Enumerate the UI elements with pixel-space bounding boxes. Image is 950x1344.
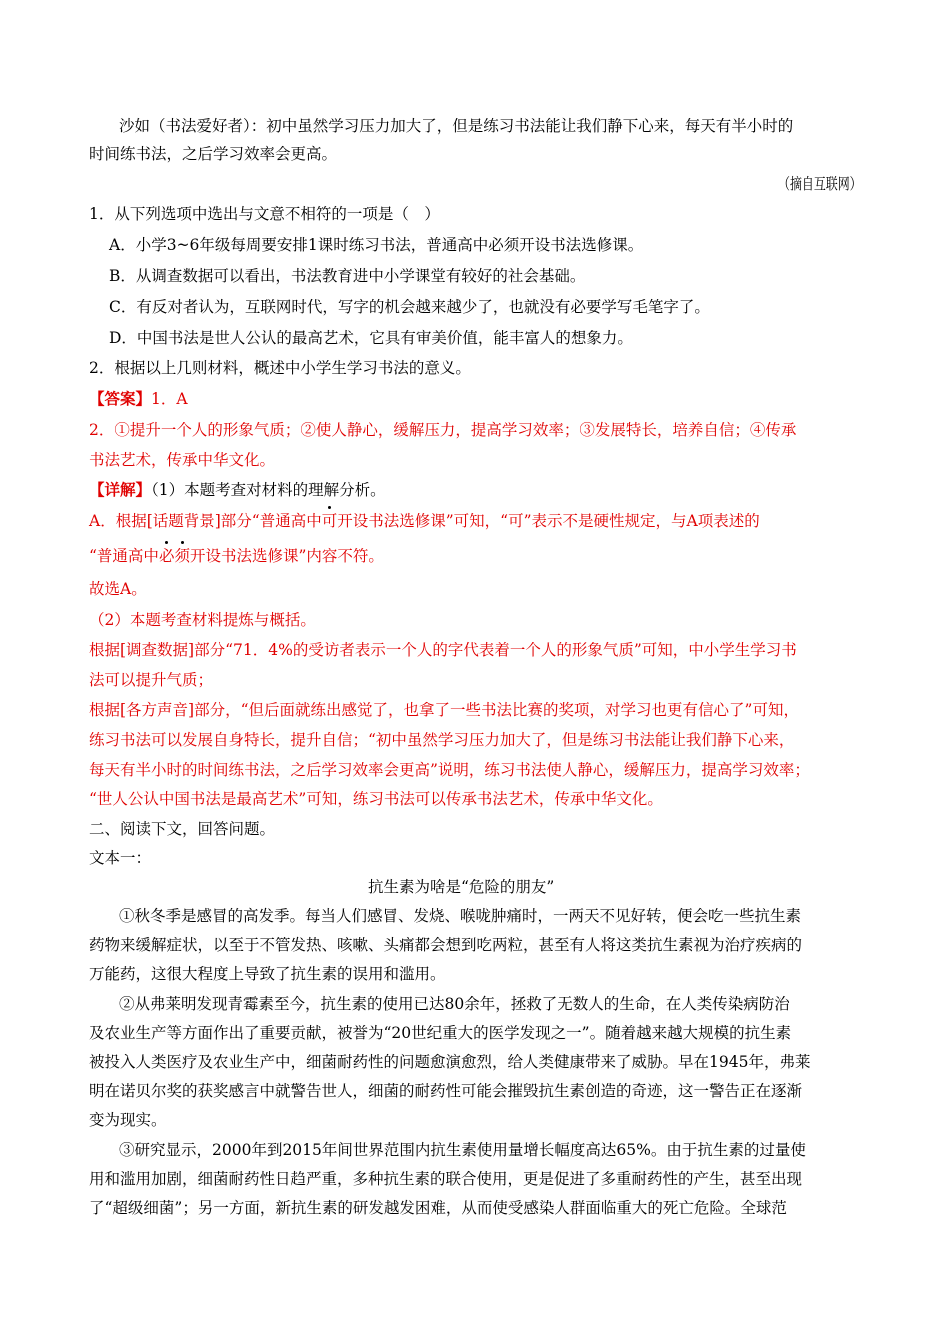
explanation-line (89, 546, 384, 566)
explanation-text: “普通高中 (89, 547, 159, 565)
answer-2-line: 书法艺术，传承中华文化。 (89, 451, 276, 469)
answer-line (89, 389, 188, 409)
emphasis-char: 可 (321, 512, 338, 530)
explanation-line: 根据[调查数据]部分“71．4%的受访者表示一个人的字代表着一个人的形象气质”可知，中小学生学习书 (89, 641, 797, 659)
answer-2-line: 2．①提升一个人的形象气质；②使人静心，缓解压力，提高学习效率；③发展特长，培养自信；④传承 (89, 421, 797, 439)
explanation-line: “世人公认中国书法是最高艺术”可知，练习书法可以传承书法艺术，传承中华文化。 (89, 790, 663, 808)
explanation-line: 法可以提升气质； (89, 671, 214, 689)
answer-1: 1．A (151, 390, 188, 408)
explanation-line: 根据[各方声音]部分，“但后面就练出感觉了，也拿了一些书法比赛的奖项，对学习也更有信心了”可知， (89, 701, 799, 719)
article-line: 及农业生产等方面作出了重要贡献，被誉为“20世纪重大的医学发现之一”。随着越来越大规模的抗生素 (89, 1024, 792, 1042)
emphasis-char: 必 (158, 547, 175, 565)
explanation-line: （2）本题考查材料提炼与概括。 (89, 611, 316, 629)
source-citation: （摘自互联网） (778, 175, 862, 193)
article-line: 被投入人类医疗及农业生产中，细菌耐药性的问题愈演愈烈，给人类健康带来了威胁。早在1945年，弗莱 (89, 1053, 811, 1071)
explanation-text: A．根据[话题背景]部分“普通高中 (89, 512, 322, 530)
question-1-option-c: C．有反对者认为，互联网时代，写字的机会越来越少了，也就没有必要学写毛笔字了。 (109, 298, 710, 316)
explanation-text: 开设书法选修课”可知，“可”表示不是硬性规定，与A项表述的 (337, 512, 760, 530)
emphasis-char: 须 (174, 547, 190, 565)
article-title: 抗生素为啥是“危险的朋友” (368, 878, 555, 896)
question-1-option-b: B．从调查数据可以看出，书法教育进中小学课堂有较好的社会基础。 (109, 267, 586, 285)
article-line: ②从弗莱明发现青霉素至今，抗生素的使用已达80余年，拯救了无数人的生命，在人类传染病防治 (119, 995, 790, 1013)
article-line: 了“超级细菌”；另一方面，新抗生素的研发越发困难，从而使受感染人群面临重大的死亡危险。全球范 (89, 1199, 787, 1217)
article-line: ①秋冬季是感冒的高发季。每当人们感冒、发烧、喉咙肿痛时，一两天不见好转，便会吃一些抗生素 (119, 907, 802, 925)
explanation-line: 每天有半小时的时间练书法，之后学习效率会更高”说明，练习书法使人静心，缓解压力，提高学习效率； (89, 761, 810, 779)
answer-tag: 【答案】 (89, 389, 152, 408)
question-1-option-a: A．小学3~6年级每周要安排1课时练习书法，普通高中必须开设书法选修课。 (109, 236, 644, 254)
article-line: 药物来缓解症状，以至于不管发热、咳嗽、头痛都会想到吃两粒，甚至有人将这类抗生素视为治疗疾病的 (89, 936, 803, 954)
section-heading: 二、阅读下文，回答问题。 (89, 820, 276, 838)
explanation-line (89, 511, 760, 531)
explanation-line (89, 480, 386, 500)
question-2-stem: 2．根据以上几则材料，概述中小学生学习书法的意义。 (89, 359, 471, 377)
article-line: 用和滥用加剧，细菌耐药性日趋严重，多种抗生素的联合使用，更是促进了多重耐药性的产生，甚至出现 (89, 1170, 803, 1188)
passage-line: 时间练书法，之后学习效率会更高。 (89, 145, 338, 163)
question-1-option-d: D．中国书法是世人公认的最高艺术，它具有审美价值，能丰富人的想象力。 (109, 329, 633, 347)
explanation-intro: （1）本题考查对材料的理解分析。 (151, 481, 386, 499)
article-line: 明在诺贝尔奖的获奖感言中就警告世人，细菌的耐药性可能会摧毁抗生素创造的奇迹，这一警告正在逐渐 (89, 1082, 803, 1100)
explanation-tag: 【详解】 (89, 480, 152, 499)
article-line: 万能药，这很大程度上导致了抗生素的误用和滥用。 (89, 965, 446, 983)
explanation-text: 开设书法选修课”内容不符。 (189, 547, 384, 565)
question-1-stem: 1．从下列选项中选出与文意不相符的一项是（ ） (89, 205, 440, 223)
explanation-line: 练习书法可以发展自身特长，提升自信；“初中虽然学习压力加大了，但是练习书法能让我们静下心来， (89, 731, 795, 749)
text-label: 文本一： (89, 849, 152, 867)
explanation-line: 故选A。 (89, 580, 147, 598)
passage-line: 沙如（书法爱好者）：初中虽然学习压力加大了，但是练习书法能让我们静下心来，每天有半小时的 (119, 117, 794, 135)
article-line: ③研究显示，2000年到2015年间世界范围内抗生素使用量增长幅度高达65%。由于抗生素的过量使 (119, 1141, 806, 1159)
article-line: 变为现实。 (89, 1111, 167, 1129)
